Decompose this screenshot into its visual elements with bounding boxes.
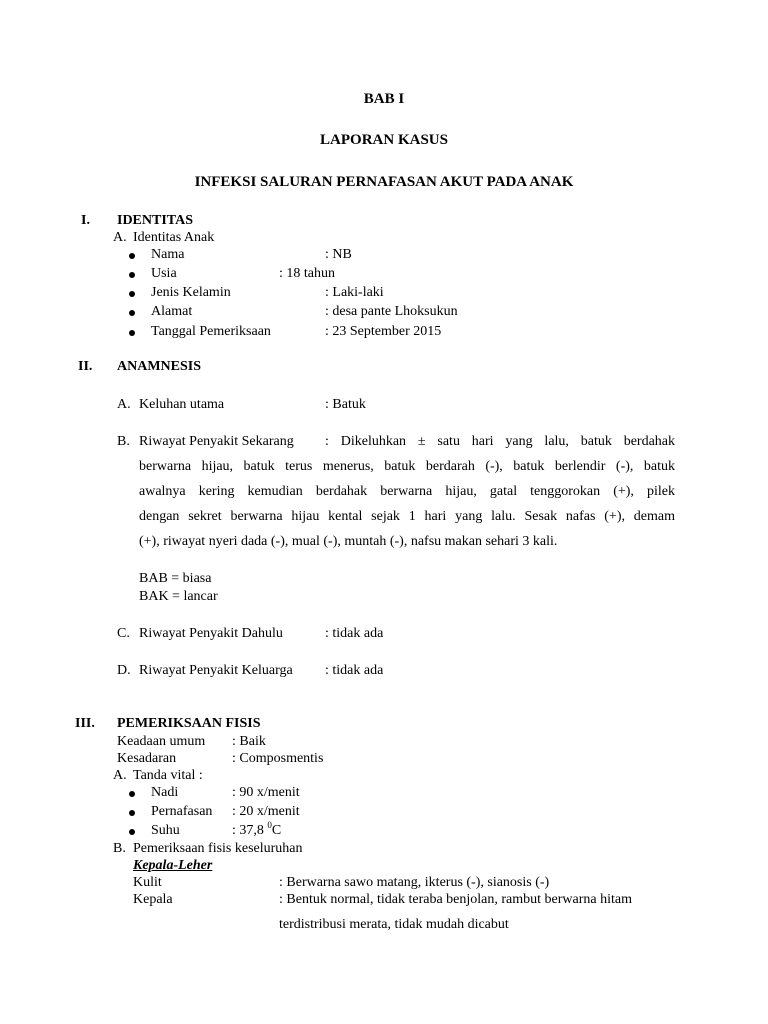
sub-label-identitas-anak: Identitas Anak bbox=[133, 230, 215, 245]
bullet-icon bbox=[129, 310, 135, 316]
label-riwayat-sekarang: Riwayat Penyakit Sekarang bbox=[139, 434, 294, 449]
section-heading-fisis: PEMERIKSAAN FISIS bbox=[117, 716, 261, 731]
field-label-nama: Nama bbox=[151, 247, 185, 262]
label-keluhan-utama: Keluhan utama bbox=[139, 397, 225, 412]
bullet-icon bbox=[129, 330, 135, 336]
label-tanda-vital: Tanda vital : bbox=[133, 768, 203, 783]
label-keadaan-umum: Keadaan umum bbox=[117, 734, 206, 749]
report-title: LAPORAN KASUS bbox=[320, 132, 448, 148]
value-keluhan-utama: : Batuk bbox=[325, 397, 366, 412]
field-value-tanggal: : 23 September 2015 bbox=[325, 324, 442, 339]
label-kesadaran: Kesadaran bbox=[117, 751, 177, 766]
field-value-usia: : 18 tahun bbox=[279, 266, 335, 281]
value-kepala-line-2: terdistribusi merata, tidak mudah dicabut bbox=[279, 917, 509, 932]
field-value-jenis-kelamin: : Laki-laki bbox=[325, 285, 384, 300]
item-letter-b: B. bbox=[117, 434, 130, 449]
value-kesadaran: : Composmentis bbox=[232, 751, 324, 766]
value-riwayat-dahulu: : tidak ada bbox=[325, 626, 384, 641]
value-keadaan-umum: : Baik bbox=[232, 734, 266, 749]
sub-letter-a: A. bbox=[113, 230, 127, 245]
bullet-icon bbox=[129, 829, 135, 835]
field-value-alamat: : desa pante Lhoksukun bbox=[325, 304, 458, 319]
bullet-icon bbox=[129, 272, 135, 278]
value-kulit: : Berwarna sawo matang, ikterus (-), sianosis (-) bbox=[279, 875, 550, 890]
vital-label-pernafasan: Pernafasan bbox=[151, 804, 213, 819]
suhu-number: : 37,8 bbox=[232, 823, 268, 838]
label-kepala: Kepala bbox=[133, 892, 173, 907]
label-riwayat-dahulu: Riwayat Penyakit Dahulu bbox=[139, 626, 283, 641]
bullet-icon bbox=[129, 253, 135, 259]
degree-superscript: 0 bbox=[267, 820, 272, 830]
label-riwayat-keluarga: Riwayat Penyakit Keluarga bbox=[139, 663, 293, 678]
section-numeral-3: III. bbox=[75, 716, 95, 731]
value-riwayat-keluarga: : tidak ada bbox=[325, 663, 384, 678]
bullet-icon bbox=[129, 291, 135, 297]
section-numeral-1: I. bbox=[81, 213, 90, 228]
riwayat-sekarang-line-3: awalnya kering kemudian berdahak berwarna hijau, gatal tenggorokan (+), pilek bbox=[139, 484, 675, 499]
section-heading-identitas: IDENTITAS bbox=[117, 213, 193, 228]
item-letter-a-fisis: A. bbox=[113, 768, 127, 783]
field-value-nama: : NB bbox=[325, 247, 352, 262]
bullet-icon bbox=[129, 791, 135, 797]
vital-value-pernafasan: : 20 x/menit bbox=[232, 804, 300, 819]
vital-label-suhu: Suhu bbox=[151, 823, 180, 838]
bullet-icon bbox=[129, 810, 135, 816]
field-label-usia: Usia bbox=[151, 266, 177, 281]
vital-value-nadi: : 90 x/menit bbox=[232, 785, 300, 800]
vital-value-suhu bbox=[232, 820, 282, 840]
item-letter-c: C. bbox=[117, 626, 130, 641]
chapter-title: BAB I bbox=[363, 91, 405, 107]
bak-note: BAK = lancar bbox=[139, 589, 218, 604]
label-pemeriksaan-keseluruhan: Pemeriksaan fisis keseluruhan bbox=[133, 841, 303, 856]
subsection-kepala-leher: Kepala-Leher bbox=[133, 858, 213, 873]
report-subtitle: INFEKSI SALURAN PERNAFASAN AKUT PADA ANAK bbox=[194, 174, 574, 190]
item-letter-d: D. bbox=[117, 663, 131, 678]
vital-label-nadi: Nadi bbox=[151, 785, 179, 800]
suhu-unit: C bbox=[271, 823, 282, 838]
riwayat-sekarang-line-4: dengan sekret berwarna hijau kental sejak 1 hari yang lalu. Sesak nafas (+), demam bbox=[139, 509, 675, 524]
item-letter-a: A. bbox=[117, 397, 131, 412]
riwayat-sekarang-line-2: berwarna hijau, batuk terus menerus, batuk berdarah (-), batuk berlendir (-), batuk bbox=[139, 459, 675, 474]
item-letter-b-fisis: B. bbox=[113, 841, 126, 856]
riwayat-sekarang-line-1: : Dikeluhkan ± satu hari yang lalu, batuk berdahak bbox=[325, 434, 675, 449]
bab-note: BAB = biasa bbox=[139, 571, 212, 586]
field-label-alamat: Alamat bbox=[151, 304, 193, 319]
value-kepala: : Bentuk normal, tidak teraba benjolan, rambut berwarna hitam bbox=[279, 892, 632, 907]
riwayat-sekarang-line-5: (+), riwayat nyeri dada (-), mual (-), muntah (-), nafsu makan sehari 3 kali. bbox=[139, 534, 558, 549]
section-heading-anamnesis: ANAMNESIS bbox=[117, 359, 202, 374]
field-label-tanggal: Tanggal Pemeriksaan bbox=[151, 324, 271, 339]
label-kulit: Kulit bbox=[133, 875, 162, 890]
section-numeral-2: II. bbox=[78, 359, 93, 374]
field-label-jenis-kelamin: Jenis Kelamin bbox=[151, 285, 231, 300]
